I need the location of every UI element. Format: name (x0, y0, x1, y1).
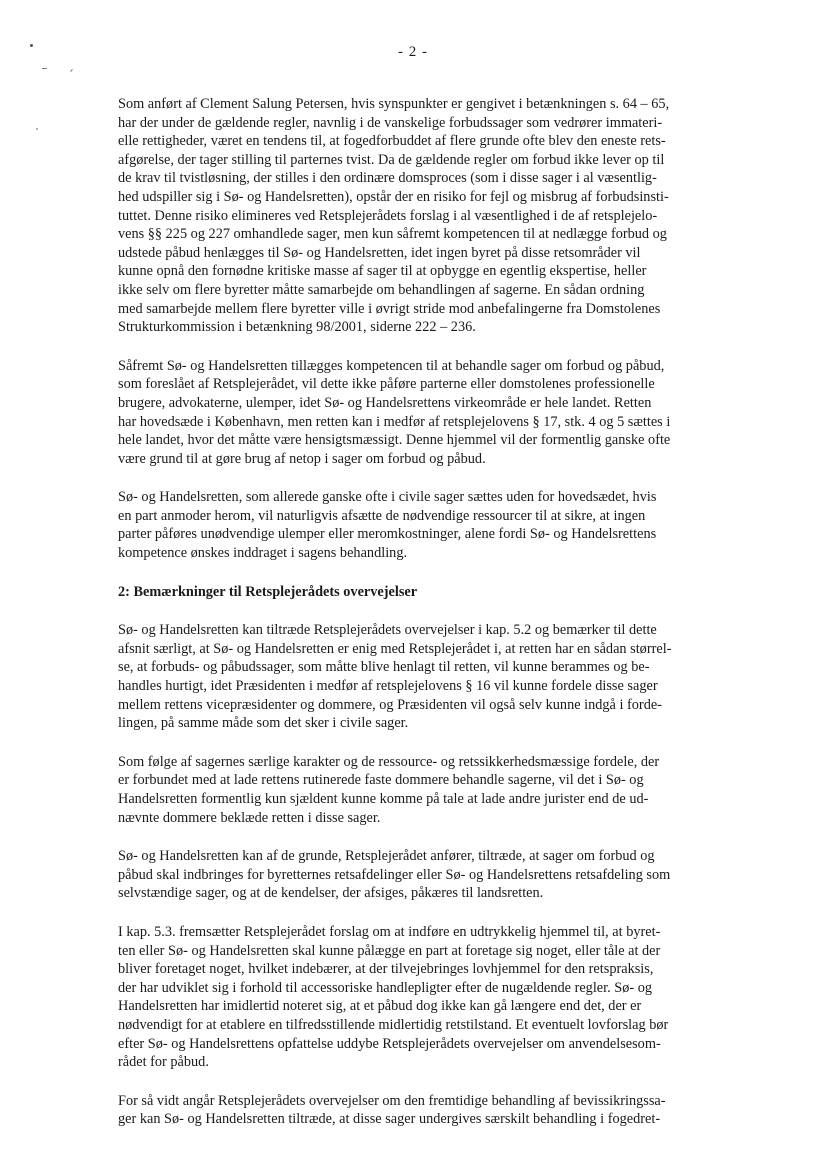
scan-speck (42, 68, 47, 69)
text-line: påbud skal indbringes for byretternes retsafdelinger eller Sø- og Handelsrettens retsafdeling som (118, 866, 671, 883)
text-line: handles hurtigt, idet Præsidenten i medfør af retsplejelovens § 16 vil kunne fordele disse sager (118, 678, 658, 695)
document-body (118, 95, 728, 1149)
page-number: - 2 - (398, 44, 428, 60)
text-line: afgørelse, der tager stilling til parternes tvist. Da de gældende regler om forbud ikke lever op til (118, 151, 665, 168)
text-line: som foreslået af Retsplejerådet, vil dette ikke påføre parterne eller domstolenes professionelle (118, 376, 655, 393)
paragraphs-after-heading (118, 621, 728, 1129)
text-line: ten eller Sø- og Handelsretten skal kunne pålægge en part at foretage sig noget, eller tåle at der (118, 942, 661, 959)
text-line: tuttet. Denne risiko elimineres ved Retsplejerådets forslag i al væsentlighed i de af retsplejelo- (118, 207, 658, 224)
paragraphs-before-heading (118, 95, 728, 563)
text-line: de krav til tvistløsning, der stilles i den ordinære domsproces (som i disse sager i al væsentlig- (118, 170, 657, 187)
text-line: rådet for påbud. (118, 1054, 209, 1071)
text-line: ikke selv om flere byretter måtte samarbejde om behandlingen af sagerne. En sådan ordning (118, 281, 645, 298)
paragraph (118, 847, 728, 903)
paragraph (118, 753, 728, 827)
text-line: se, at forbuds- og påbudssager, som måtte blive henlagt til retten, vil kunne berammes og be- (118, 659, 650, 676)
text-line: Handelsretten formentlig kun sjældent kunne komme på tale at lade andre jurister end de ud- (118, 791, 649, 807)
text-line: har der under de gældende regler, navnlig i de vanskelige forbudssager som vedrører immateri- (118, 114, 663, 131)
text-line: nødvendigt for at etablere en tilfredsstillende midlertidig retstilstand. Et eventuelt lovforslag bør (118, 1016, 669, 1033)
text-line: være grund til at gøre brug af netop i sager om forbud og påbud. (118, 450, 486, 467)
paragraph (118, 488, 728, 562)
text-line: Som anført af Clement Salung Petersen, hvis synspunkter er gengivet i betænkningen s. 64 – 65, (118, 96, 670, 112)
text-line: ger kan Sø- og Handelsretten tiltræde, at disse sager undergives særskilt behandling i fogedret- (118, 1111, 661, 1128)
text-line: er forbundet med at lade rettens rutinerede faste dommere behandle sagerne, vil det i Sø- og (118, 772, 644, 789)
text-line: Handelsretten har imidlertid noteret sig, at et påbud dog ikke kan gå længere end det, der er (118, 998, 642, 1015)
text-line: hele landet, hvor det måtte være hensigtsmæssigt. Denne hjemmel vil der formentlig ganske ofte (118, 432, 671, 449)
text-line: nævnte dommere beklæde retten i disse sager. (118, 809, 381, 826)
text-line: Sø- og Handelsretten kan tiltræde Retsplejerådets overvejelser i kap. 5.2 og bemærker til dette (118, 622, 657, 639)
text-line: efter Sø- og Handelsrettens opfattelse uddybe Retsplejerådets overvejelser om anvendelsesom- (118, 1035, 661, 1052)
paragraph (118, 95, 728, 337)
text-line: For så vidt angår Retsplejerådets overvejelser om den fremtidige behandling af bevissikringssa- (118, 1092, 666, 1109)
text-line: I kap. 5.3. fremsætter Retsplejerådet forslag om at indføre en udtrykkelig hjemmel til, at byret- (118, 923, 661, 940)
text-line: med samarbejde mellem flere byretter ville i øvrigt stride mod anbefalingerne fra Domstolenes (118, 300, 661, 317)
scan-speck (36, 128, 38, 130)
text-line: afsnit særligt, at Sø- og Handelsretten er enig med Retsplejerådet i, at retten har en sådan størrel- (118, 640, 672, 657)
paragraph (118, 357, 728, 469)
paragraph (118, 621, 728, 733)
text-line: Sø- og Handelsretten, som allerede ganske ofte i civile sager sættes uden for hovedsædet, hvis (118, 489, 657, 506)
paragraph (118, 923, 728, 1072)
text-line: lingen, på samme måde som det sker i civile sager. (118, 715, 409, 732)
text-line: Såfremt Sø- og Handelsretten tillægges kompetencen til at behandle sager om forbud og påbud, (118, 357, 665, 374)
text-line: mellem rettens vicepræsidenter og dommere, og Præsidenten vil også selv kunne indgå i forde- (118, 696, 662, 713)
text-line: bliver foretaget noget, hvilket indebærer, at der tilvejebringes lovhjemmel for den retspraksis, (118, 961, 654, 978)
text-line: Sø- og Handelsretten kan af de grunde, Retsplejerådet anfører, tiltræde, at sager om forbud og (118, 848, 655, 865)
text-line: Som følge af sagernes særlige karakter og de ressource- og retssikkerhedsmæssige fordele, der (118, 753, 660, 770)
text-line: en part anmoder herom, vil naturligvis afsætte de nødvendige ressourcer til at sikre, at ingen (118, 507, 646, 524)
text-line: Strukturkommission i betænkning 98/2001, siderne 222 – 236. (118, 319, 476, 336)
text-line: selvstændige sager, og at de kendelser, der afsiges, påkæres til landsretten. (118, 885, 544, 902)
text-line: har hovedsæde i København, men retten kan i medfør af retsplejelovens § 17, stk. 4 og 5 sættes i (118, 413, 671, 430)
text-line: der har udviklet sig i forhold til accessoriske handlepligter efter de nugældende regler. Sø- og (118, 979, 652, 996)
text-line: kunne opnå den fornødne kritiske masse af sager til at opbygge en egentlig ekspertise, heller (118, 263, 647, 280)
scan-speck (70, 69, 73, 72)
paragraph (118, 1092, 728, 1129)
text-line: vens §§ 225 og 227 omhandlede sager, men kun såfremt kompetencen til at nedlægge forbud og (118, 226, 667, 243)
text-line: udstede påbud henlægges til Sø- og Handelsretten, idet ingen byret på disse retsområder vil (118, 244, 641, 261)
section-heading: 2: Bemærkninger til Retsplejerådets overvejelser (118, 583, 418, 600)
text-line: kompetence ønskes inddraget i sagens behandling. (118, 545, 408, 562)
text-line: elle rettigheder, været en tendens til, at fogedforbuddet af flere grunde ofte blev den eneste rets- (118, 133, 666, 150)
text-line: parter påføres unødvendige ulemper eller meromkostninger, alene fordi Sø- og Handelsrettens (118, 526, 657, 543)
text-line: hed udspiller sig i Sø- og Handelsretten), opstår der en risiko for fejl og misbrug af forbudsinsti- (118, 188, 669, 205)
text-line: brugere, advokaterne, ulemper, idet Sø- og Handelsrettens virkeområde er hele landet. Retten (118, 394, 652, 411)
